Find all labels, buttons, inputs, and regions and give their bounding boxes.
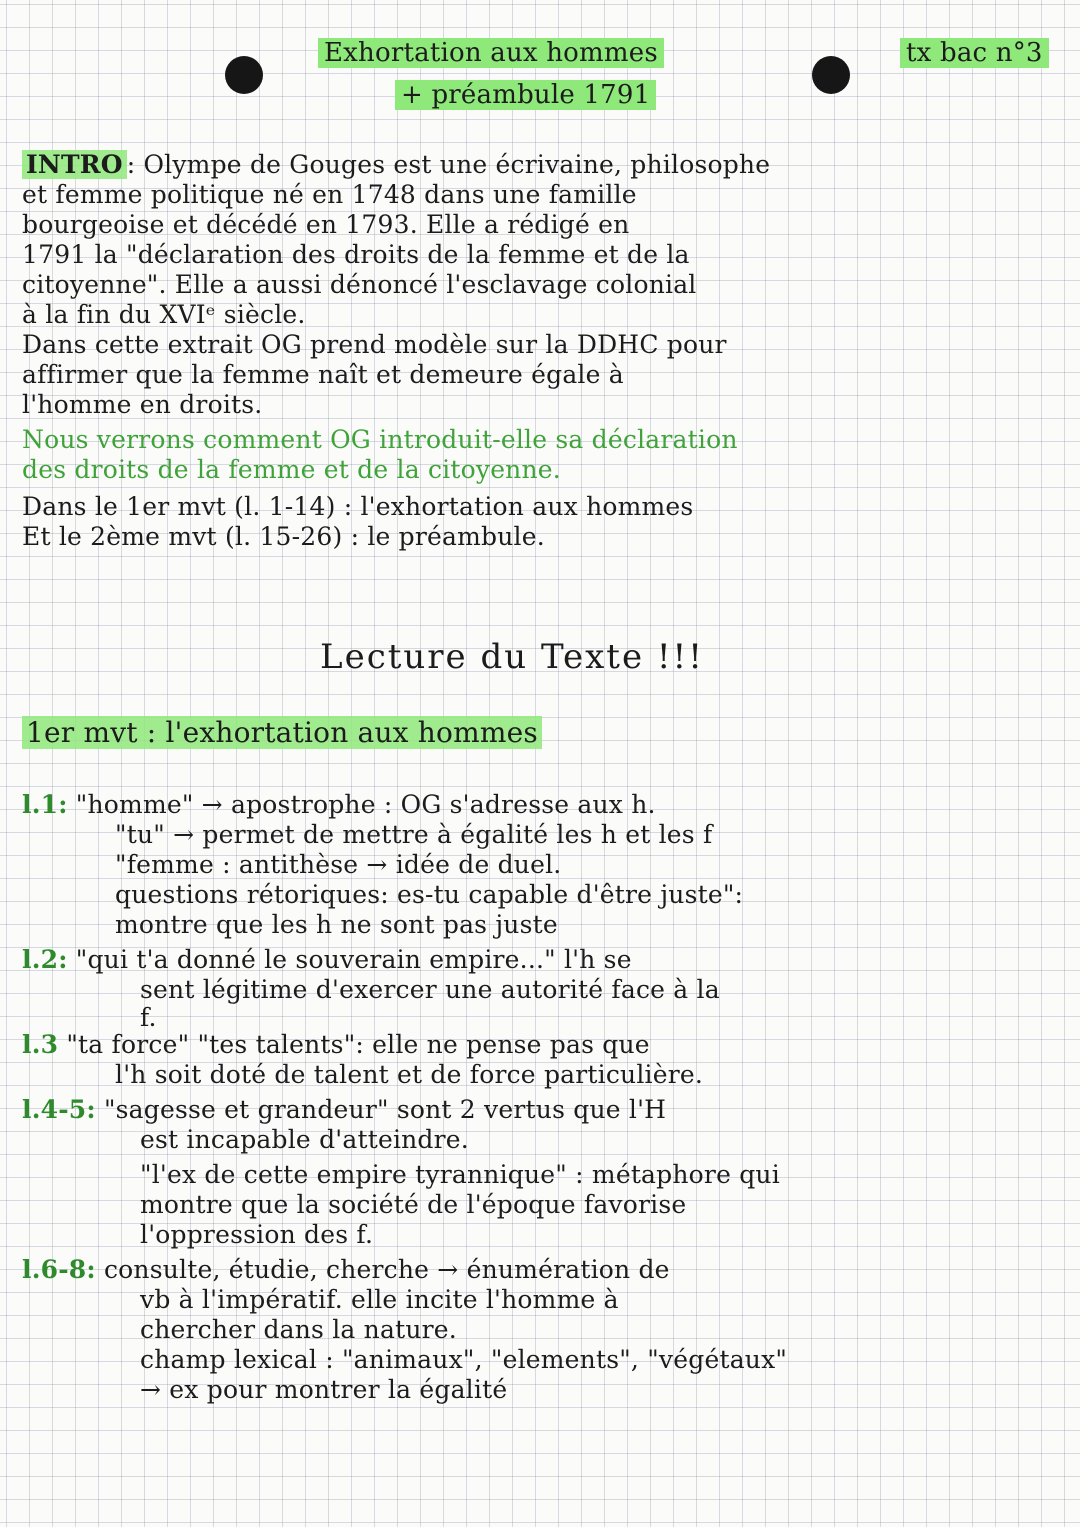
intro-line-4: 1791 la "déclaration des droits de la femme et de la (22, 240, 690, 269)
note-row: l'oppression des f. (140, 1220, 374, 1249)
intro-label: INTRO (22, 150, 127, 179)
page-subtitle: + préambule 1791 (395, 80, 656, 110)
intro-line-5: citoyenne". Elle a aussi dénoncé l'esclavage colonial (22, 270, 697, 299)
note-row: l'h soit doté de talent et de force particulière. (115, 1060, 704, 1089)
plan-line-2: Et le 2ème mvt (l. 15-26) : le préambule. (22, 522, 545, 551)
note-row: vb à l'impératif. elle incite l'homme à (140, 1285, 619, 1314)
punch-hole-right (812, 56, 850, 94)
reading-heading: Lecture du Texte !!! (320, 637, 704, 677)
note-row: l.2: "qui t'a donné le souverain empire..." l'h se (22, 945, 632, 974)
note-row: "tu" → permet de mettre à égalité les h et les f (115, 820, 713, 849)
note-row: "l'ex de cette empire tyrannique" : métaphore qui (140, 1160, 780, 1189)
movement-heading: 1er mvt : l'exhortation aux hommes (22, 718, 542, 748)
intro-line-7: Dans cette extrait OG prend modèle sur la DDHC pour (22, 330, 727, 359)
text-tag: tx bac n°3 (900, 38, 1049, 68)
intro-line-3: bourgeoise et décédé en 1793. Elle a rédigé en (22, 210, 630, 239)
plan-line-1: Dans le 1er mvt (l. 1-14) : l'exhortation aux hommes (22, 492, 694, 521)
note-row: l.6-8: consulte, étudie, cherche → énumération de (22, 1255, 670, 1284)
note-row: est incapable d'atteindre. (140, 1125, 469, 1154)
note-row: l.1: "homme" → apostrophe : OG s'adresse aux h. (22, 790, 656, 819)
intro-line-6: à la fin du XVIᵉ siècle. (22, 300, 306, 329)
note-row: chercher dans la nature. (140, 1315, 457, 1344)
note-row: champ lexical : "animaux", "elements", "végétaux" (140, 1345, 788, 1374)
intro-line-1: INTRO : Olympe de Gouges est une écrivaine, philosophe (22, 150, 770, 180)
problem-line-2: des droits de la femme et de la citoyenne. (22, 455, 561, 484)
page-title: Exhortation aux hommes (318, 38, 664, 68)
note-row: sent légitime d'exercer une autorité face à la (140, 975, 720, 1004)
note-row: montre que la société de l'époque favorise (140, 1190, 687, 1219)
note-row: l.4-5: "sagesse et grandeur" sont 2 vertus que l'H (22, 1095, 667, 1124)
intro-line-2: et femme politique né en 1748 dans une famille (22, 180, 637, 209)
problem-line-1: Nous verrons comment OG introduit-elle sa déclaration (22, 425, 738, 454)
note-row: montre que les h ne sont pas juste (115, 910, 558, 939)
intro-line-8: affirmer que la femme naît et demeure égale à (22, 360, 624, 389)
punch-hole-left (225, 56, 263, 94)
note-row: "femme : antithèse → idée de duel. (115, 850, 562, 879)
note-row: → ex pour montrer la égalité (140, 1375, 508, 1404)
intro-line-9: l'homme en droits. (22, 390, 263, 419)
note-row: f. (140, 1003, 157, 1032)
note-row: l.3 "ta force" "tes talents": elle ne pense pas que (22, 1030, 650, 1059)
note-row: questions rétoriques: es-tu capable d'être juste": (115, 880, 744, 909)
